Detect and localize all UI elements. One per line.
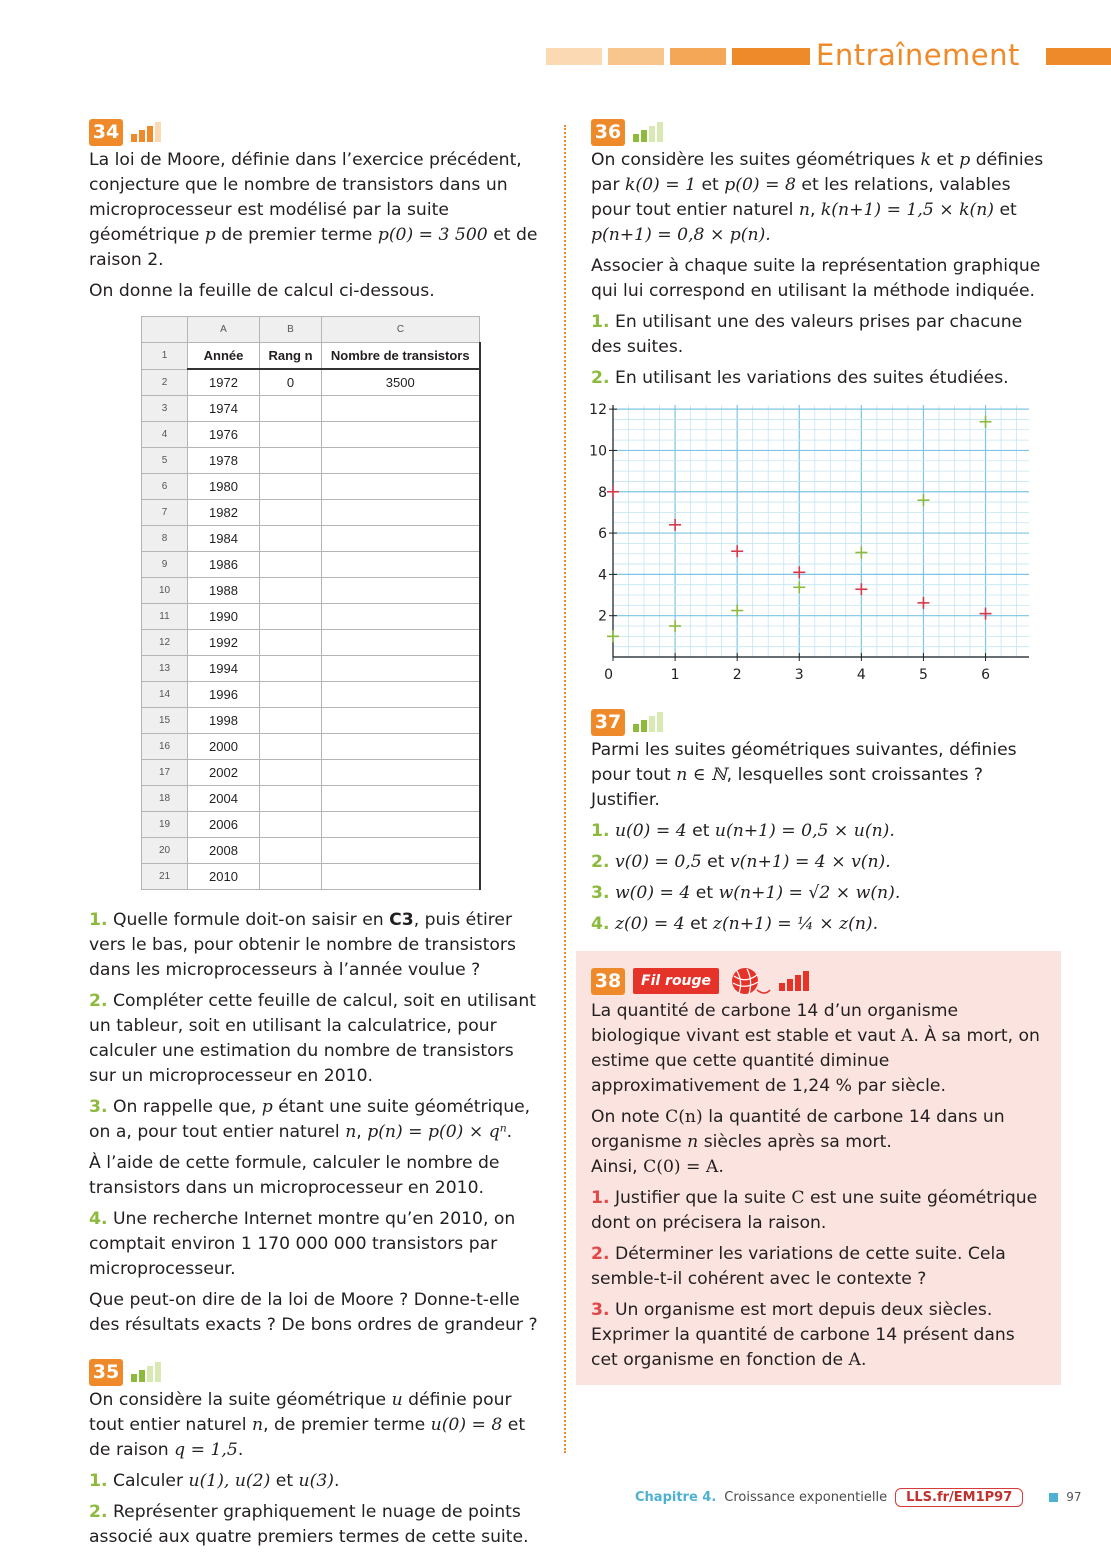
table-header: Rang n (260, 343, 322, 370)
question-2: 2. Déterminer les variations de cette suite. Cela semble-t-il cohérent avec le contexte ? (591, 1244, 1006, 1289)
row-number: 13 (142, 656, 188, 682)
table-cell: 1972 (188, 369, 260, 396)
row-number: 18 (142, 786, 188, 812)
table-cell: 2004 (188, 786, 260, 812)
table-cell (322, 422, 480, 448)
exercise-statement-2: On donne la feuille de calcul ci-dessous. (89, 281, 435, 301)
exercise-35 (89, 1358, 539, 1550)
question-1: 1. En utilisant une des valeurs prises par chacune des suites. (591, 312, 1023, 357)
question-1: 1. Quelle formule doit-on saisir en C3, puis étirer vers le bas, pour obtenir le nombre de transistors dans les microprocesseurs à l’année voulue ? (89, 910, 516, 980)
exercise-number: 38 (591, 968, 625, 995)
data-point (855, 546, 867, 558)
yarn-ball-icon (727, 966, 771, 996)
question-4: 4. Une recherche Internet montre qu’en 2010, on comptait environ 1 170 000 000 transistors par microprocesseur. (89, 1209, 516, 1279)
table-row (142, 448, 480, 474)
table-cell: 2006 (188, 812, 260, 838)
table-cell (260, 682, 322, 708)
table-header: Nombre de transistors (322, 343, 480, 370)
table-row (142, 786, 480, 812)
exercise-number: 36 (591, 119, 625, 146)
table-cell (260, 500, 322, 526)
y-tick-label: 10 (589, 443, 607, 460)
table-row (142, 474, 480, 500)
table-cell (260, 448, 322, 474)
x-tick-label: 0 (604, 667, 613, 683)
table-row (142, 526, 480, 552)
x-tick-label: 6 (981, 667, 990, 683)
row-number: 1 (142, 343, 188, 370)
exercise-34 (89, 118, 539, 1338)
row-number: 21 (142, 864, 188, 890)
table-header: Année (188, 343, 260, 370)
row-number: 2 (142, 369, 188, 396)
resource-link[interactable]: LLS.fr/EM1P97 (895, 1488, 1023, 1507)
header-bar-4 (732, 48, 810, 65)
table-row (142, 552, 480, 578)
table-row (142, 396, 480, 422)
data-point (917, 494, 929, 506)
exercise-statement: La quantité de carbone 14 d’un organisme biologique vivant est stable et vaut A. À sa mort, on estime que cette quantité diminue approximativement de 1,24 % par siècle. (591, 1001, 1040, 1096)
exercise-statement: Parmi les suites géométriques suivantes, définies pour tout n ∈ ℕ, lesquelles sont croissantes ? Justifier. (591, 740, 1017, 810)
table-cell (322, 786, 480, 812)
x-tick-label: 4 (856, 667, 866, 683)
row-number: 11 (142, 604, 188, 630)
fil-rouge-tag: Fil rouge (633, 968, 719, 994)
header-bar-5 (1046, 48, 1111, 65)
table-cell: 1992 (188, 630, 260, 656)
chapter-label: Chapitre 4. (635, 1489, 717, 1505)
question-1: 1. u(0) = 4 et u(n+1) = 0,5 × u(n). (591, 821, 895, 841)
exercise-38 (576, 951, 1061, 1385)
table-cell (260, 864, 322, 890)
row-number: 7 (142, 500, 188, 526)
row-number: 4 (142, 422, 188, 448)
exercise-37 (591, 708, 1046, 937)
row-number: 9 (142, 552, 188, 578)
difficulty-icon (633, 712, 663, 732)
spreadsheet (141, 316, 481, 890)
table-row (142, 604, 480, 630)
exercise-statement-2: On note C(n) la quantité de carbone 14 dans un organisme n siècles après sa mort. Ainsi, C(0) = A. (591, 1107, 1005, 1177)
row-number: 15 (142, 708, 188, 734)
table-cell (322, 812, 480, 838)
table-cell: 1988 (188, 578, 260, 604)
x-tick-label: 5 (918, 667, 928, 683)
table-cell: 3500 (322, 369, 480, 396)
table-cell (322, 864, 480, 890)
table-cell: 1980 (188, 474, 260, 500)
table-cell (322, 838, 480, 864)
row-number: 10 (142, 578, 188, 604)
table-cell: 2000 (188, 734, 260, 760)
table-row (142, 864, 480, 890)
table-cell (322, 448, 480, 474)
table-row (142, 578, 480, 604)
x-tick-label: 3 (794, 667, 804, 683)
header-bar-3 (670, 48, 726, 65)
row-number: 14 (142, 682, 188, 708)
exercise-statement: La loi de Moore, définie dans l’exercice précédent, conjecture que le nombre de transistors dans un microprocesseur est modélisé par la suite géométrique p de premier terme p(0) = 3 500 et de raison 2. (89, 150, 538, 270)
data-point (731, 545, 743, 557)
exercise-number: 34 (89, 119, 123, 146)
exercise-statement: On considère les suites géométriques k et p définies par k(0) = 1 et p(0) = 8 et les relations, valables pour tout entier naturel n, k(n+1) = 1,5 × k(n) et p(n+1) = 0,8 × p(n). (591, 150, 1044, 245)
table-cell (322, 682, 480, 708)
question-4-followup: Que peut-on dire de la loi de Moore ? Donne-t-elle des résultats exacts ? De bons ordres de grandeur ? (89, 1290, 538, 1335)
scatter-chart (591, 397, 1041, 682)
table-cell (260, 812, 322, 838)
table-cell: 1990 (188, 604, 260, 630)
table-cell (260, 604, 322, 630)
table-cell (260, 578, 322, 604)
page-footer (635, 1485, 1082, 1509)
header-bar-1 (546, 48, 602, 65)
question-1: 1. Justifier que la suite C est une suite géométrique dont on précisera la raison. (591, 1188, 1038, 1233)
question-2: 2. Compléter cette feuille de calcul, soit en utilisant un tableur, soit en utilisant la calculatrice, pour calculer une estimation du nombre de transistors sur un microprocesseur en 2010. (89, 991, 536, 1086)
table-cell: 2010 (188, 864, 260, 890)
table-row (142, 422, 480, 448)
page-title: Entraînement (816, 38, 1020, 72)
column-divider (564, 125, 566, 1453)
table-cell: 1994 (188, 656, 260, 682)
table-cell (322, 396, 480, 422)
question-3: 3. On rappelle que, p étant une suite géométrique, on a, pour tout entier naturel n, p(n) = p(0) × qⁿ. (89, 1097, 531, 1142)
data-point (917, 597, 929, 609)
table-cell (322, 474, 480, 500)
data-point (669, 519, 681, 531)
y-tick-label: 6 (598, 526, 607, 543)
table-cell (260, 656, 322, 682)
table-cell: 0 (260, 369, 322, 396)
header-bar-2 (608, 48, 664, 65)
table-cell (322, 708, 480, 734)
table-row (142, 760, 480, 786)
question-3: 3. w(0) = 4 et w(n+1) = √2 × w(n). (591, 883, 901, 903)
table-cell (260, 552, 322, 578)
question-1: 1. Calculer u(1), u(2) et u(3). (89, 1471, 340, 1491)
data-point (731, 605, 743, 617)
table-cell (260, 474, 322, 500)
table-cell (322, 656, 480, 682)
column-header: B (260, 317, 322, 343)
table-cell (322, 630, 480, 656)
table-cell (322, 578, 480, 604)
row-number: 12 (142, 630, 188, 656)
table-row (142, 369, 480, 396)
data-point (669, 620, 681, 632)
table-row (142, 682, 480, 708)
table-cell (322, 734, 480, 760)
question-4: 4. z(0) = 4 et z(n+1) = ¼ × z(n). (591, 914, 879, 934)
row-number: 3 (142, 396, 188, 422)
question-2: 2. En utilisant les variations des suites étudiées. (591, 368, 1009, 388)
row-number: 20 (142, 838, 188, 864)
table-cell: 1998 (188, 708, 260, 734)
table-row (142, 734, 480, 760)
table-cell (260, 396, 322, 422)
data-point (980, 416, 992, 428)
exercise-number: 35 (89, 1359, 123, 1386)
difficulty-icon (779, 971, 809, 991)
table-cell (260, 786, 322, 812)
page-number: 97 (1066, 1490, 1082, 1504)
table-cell (322, 552, 480, 578)
chapter-title: Croissance exponentielle (724, 1489, 888, 1505)
y-tick-label: 12 (589, 402, 607, 419)
row-number: 17 (142, 760, 188, 786)
data-point (607, 486, 619, 498)
table-cell: 2008 (188, 838, 260, 864)
data-point (980, 608, 992, 620)
exercise-number: 37 (591, 709, 625, 736)
y-tick-label: 2 (598, 608, 607, 625)
difficulty-icon (633, 122, 663, 142)
left-column (89, 118, 539, 1556)
table-cell (260, 422, 322, 448)
question-2: 2. v(0) = 0,5 et v(n+1) = 4 × v(n). (591, 852, 891, 872)
table-cell: 1974 (188, 396, 260, 422)
table-cell: 1982 (188, 500, 260, 526)
table-cell: 1978 (188, 448, 260, 474)
difficulty-icon (131, 1362, 161, 1382)
page-header (546, 38, 1111, 74)
table-row (142, 708, 480, 734)
x-tick-label: 1 (670, 667, 680, 683)
data-point (607, 630, 619, 642)
column-header: C (322, 317, 480, 343)
row-number: 8 (142, 526, 188, 552)
table-row (142, 500, 480, 526)
question-3: 3. Un organisme est mort depuis deux siècles. Exprimer la quantité de carbone 14 présent dans cet organisme en fonction de A. (591, 1300, 1015, 1370)
table-cell (260, 734, 322, 760)
y-tick-label: 8 (598, 484, 607, 501)
row-number: 6 (142, 474, 188, 500)
row-number: 19 (142, 812, 188, 838)
table-cell (260, 708, 322, 734)
exercise-36 (591, 118, 1046, 682)
data-point (793, 581, 805, 593)
table-row (142, 838, 480, 864)
table-cell (260, 630, 322, 656)
table-cell (260, 760, 322, 786)
exercise-statement: On considère la suite géométrique u définie pour tout entier naturel n, de premier terme u(0) = 8 et de raison q = 1,5. (89, 1390, 526, 1460)
corner-cell (142, 317, 188, 343)
right-column (591, 118, 1046, 1385)
table-cell: 1986 (188, 552, 260, 578)
table-cell (322, 500, 480, 526)
data-point (793, 566, 805, 578)
table-row (142, 812, 480, 838)
table-cell (322, 526, 480, 552)
row-number: 16 (142, 734, 188, 760)
column-header: A (188, 317, 260, 343)
table-cell: 1984 (188, 526, 260, 552)
exercise-statement-2: Associer à chaque suite la représentation graphique qui lui correspond en utilisant la méthode indiquée. (591, 256, 1041, 301)
y-tick-label: 4 (598, 567, 607, 584)
table-cell (260, 526, 322, 552)
page-marker-icon (1049, 1493, 1058, 1502)
table-cell (322, 760, 480, 786)
x-tick-label: 2 (732, 667, 742, 683)
question-2: 2. Représenter graphiquement le nuage de points associé aux quatre premiers termes de cette suite. (89, 1502, 529, 1547)
question-3-followup: À l’aide de cette formule, calculer le nombre de transistors dans un microprocesseur en 2010. (89, 1153, 500, 1198)
table-cell: 1996 (188, 682, 260, 708)
table-cell (260, 838, 322, 864)
table-cell: 1976 (188, 422, 260, 448)
difficulty-icon (131, 122, 161, 142)
table-row (142, 630, 480, 656)
table-row (142, 656, 480, 682)
table-cell (322, 604, 480, 630)
table-cell: 2002 (188, 760, 260, 786)
row-number: 5 (142, 448, 188, 474)
